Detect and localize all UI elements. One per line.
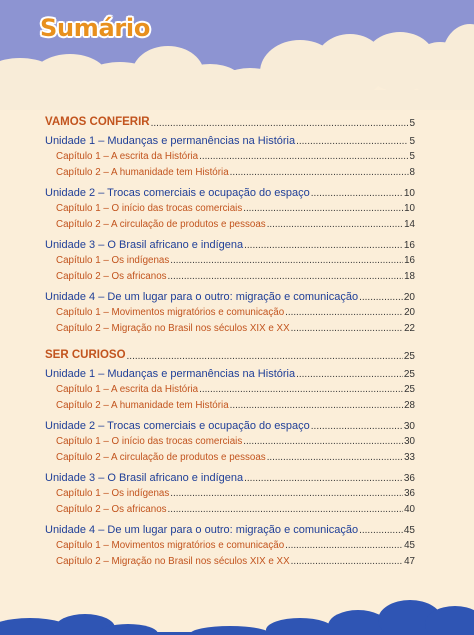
chapter-entry-label: Capítulo 2 – Migração no Brasil nos séculos XIX e XX [56,323,290,334]
unit-entry-label: Unidade 4 – De um lugar para o outro: migração e comunicação [45,524,359,536]
chapter-entry-label: Capítulo 2 – A humanidade tem História [56,400,229,411]
chapter-entry-page-number: 28 [404,400,415,411]
unit-entry[interactable] [45,188,415,199]
unit-entry-page-number: 30 [403,421,415,432]
page-title-wrap [40,14,150,50]
chapter-entry-page-number: 30 [404,436,415,447]
chapter-entry-page-number: 18 [404,271,415,282]
unit-entry[interactable] [45,369,415,380]
unit-entry-leader-dots [296,137,408,147]
section-heading-page-number: 25 [403,350,415,362]
section-heading-label: SER CURIOSO [45,349,126,361]
chapter-entry-label: Capítulo 2 – Os africanos [56,271,167,282]
chapter-entry-page-number: 20 [404,307,415,318]
chapter-entry-leader-dots [267,220,403,230]
unit-entry-label: Unidade 2 – Trocas comerciais e ocupação do espaço [45,187,310,199]
unit-entry-page-number: 25 [403,369,415,380]
chapter-entry-leader-dots [170,489,403,499]
chapter-entry-page-number: 10 [404,203,415,214]
chapter-entry-page-number: 8 [409,167,415,178]
chapter-entry-leader-dots [285,308,403,318]
chapter-entry-leader-dots [230,401,403,411]
chapter-entry[interactable] [56,152,415,162]
section-heading[interactable] [45,350,415,362]
chapter-entry-leader-dots [170,256,403,266]
chapter-entry-leader-dots [291,557,403,567]
chapter-entry-leader-dots [291,324,403,334]
unit-entry[interactable] [45,525,415,536]
unit-entry[interactable] [45,473,415,484]
unit-entry-label: Unidade 1 – Mudanças e permanências na História [45,135,296,147]
chapter-entry-label: Capítulo 2 – A humanidade tem História [56,167,229,178]
unit-entry-page-number: 10 [403,188,415,199]
chapter-entry[interactable] [56,505,415,515]
chapter-entry-label: Capítulo 1 – A escrita da História [56,384,199,395]
chapter-entry[interactable] [56,308,415,318]
unit-entry-label: Unidade 3 – O Brasil africano e indígena [45,239,244,251]
section-heading[interactable] [45,117,415,129]
chapter-entry-leader-dots [199,385,403,395]
unit-entry[interactable] [45,292,415,303]
chapter-entry-leader-dots [199,152,408,162]
chapter-entry-label: Capítulo 1 – Movimentos migratórios e comunicação [56,540,285,551]
chapter-entry-label: Capítulo 1 – O início das trocas comerciais [56,203,243,214]
unit-entry-label: Unidade 4 – De um lugar para o outro: migração e comunicação [45,291,359,303]
chapter-entry-label: Capítulo 1 – Os indígenas [56,488,170,499]
unit-entry-leader-dots [296,370,403,380]
chapter-entry-page-number: 16 [404,255,415,266]
chapter-entry-page-number: 45 [404,540,415,551]
chapter-entry[interactable] [56,557,415,567]
chapter-entry-page-number: 47 [404,556,415,567]
chapter-entry[interactable] [56,256,415,266]
chapter-entry-page-number: 33 [404,452,415,463]
chapter-entry-label: Capítulo 1 – A escrita da História [56,151,199,162]
chapter-entry-page-number: 36 [404,488,415,499]
chapter-entry-label: Capítulo 2 – Os africanos [56,504,167,515]
chapter-entry[interactable] [56,401,415,411]
chapter-entry-leader-dots [243,204,403,214]
chapter-entry-label: Capítulo 2 – Migração no Brasil nos séculos XIX e XX [56,556,290,567]
chapter-entry-page-number: 5 [409,151,415,162]
section-heading-leader-dots [151,119,409,129]
chapter-entry[interactable] [56,489,415,499]
chapter-entry-leader-dots [267,453,403,463]
unit-entry-page-number: 20 [403,292,415,303]
unit-entry-leader-dots [359,526,403,536]
unit-entry-label: Unidade 1 – Mudanças e permanências na História [45,368,296,380]
unit-entry-label: Unidade 3 – O Brasil africano e indígena [45,472,244,484]
unit-entry-page-number: 45 [403,525,415,536]
unit-entry[interactable] [45,240,415,251]
unit-entry-leader-dots [359,293,403,303]
chapter-entry-leader-dots [243,437,403,447]
page-title: Sumário [40,14,151,42]
chapter-entry-label: Capítulo 1 – Os indígenas [56,255,170,266]
unit-entry-leader-dots [244,474,403,484]
chapter-entry[interactable] [56,220,415,230]
chapter-entry-leader-dots [230,168,409,178]
chapter-entry[interactable] [56,385,415,395]
section-heading-page-number: 5 [409,117,415,129]
chapter-entry-page-number: 40 [404,504,415,515]
chapter-entry-label: Capítulo 1 – O início das trocas comerciais [56,436,243,447]
unit-entry-page-number: 36 [403,473,415,484]
chapter-entry[interactable] [56,168,415,178]
chapter-entry-leader-dots [168,272,404,282]
chapter-entry[interactable] [56,453,415,463]
chapter-entry[interactable] [56,204,415,214]
unit-entry[interactable] [45,136,415,147]
chapter-entry-page-number: 14 [404,219,415,230]
chapter-entry[interactable] [56,272,415,282]
unit-entry-leader-dots [244,241,403,251]
chapter-entry-leader-dots [168,505,404,515]
section-heading-leader-dots [127,352,403,362]
chapter-entry-label: Capítulo 1 – Movimentos migratórios e comunicação [56,307,285,318]
unit-entry-leader-dots [311,189,403,199]
section-heading-label: VAMOS CONFERIR [45,116,150,128]
unit-entry-page-number: 16 [403,240,415,251]
unit-entry[interactable] [45,421,415,432]
chapter-entry[interactable] [56,324,415,334]
unit-entry-page-number: 5 [409,136,415,147]
chapter-entry[interactable] [56,437,415,447]
unit-entry-leader-dots [311,422,403,432]
chapter-entry-page-number: 25 [404,384,415,395]
unit-entry-label: Unidade 2 – Trocas comerciais e ocupação do espaço [45,420,310,432]
chapter-entry[interactable] [56,541,415,551]
chapter-entry-leader-dots [285,541,403,551]
chapter-entry-label: Capítulo 2 – A circulação de produtos e pessoas [56,219,266,230]
chapter-entry-page-number: 22 [404,323,415,334]
chapter-entry-label: Capítulo 2 – A circulação de produtos e pessoas [56,452,266,463]
